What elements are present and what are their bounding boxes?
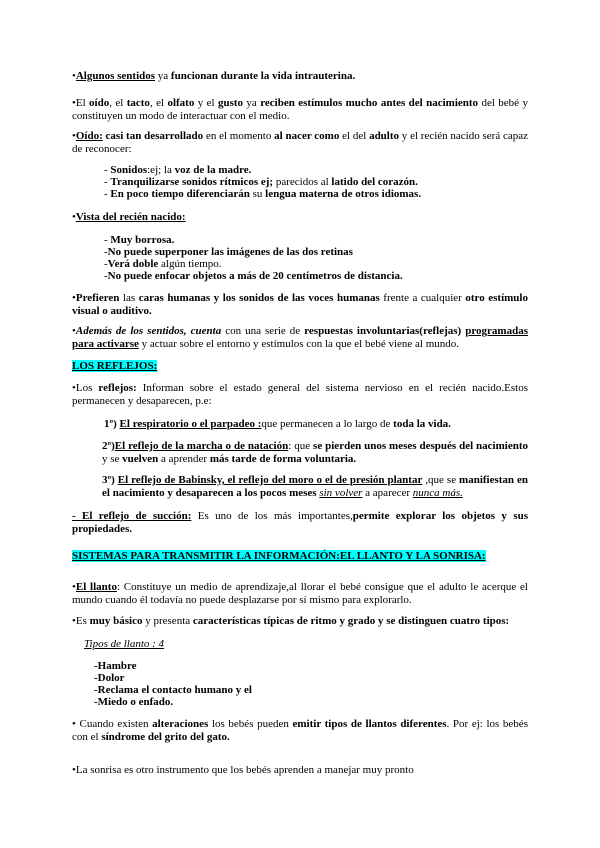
reflex-item-walking: 2º)El reflejo de la marcha o de natación: que se pierden unos meses después del nacimiento y se vuelven a aprender más tarde de forma voluntaria. bbox=[102, 440, 528, 465]
paragraph-crying-alterations: • Cuando existen alteraciones los bebés pueden emitir tipos de llantos diferentes. Por ej: los bebés con el síndrome del grito del gato. bbox=[72, 718, 528, 743]
paragraph-crying: •El llanto: Constituye un medio de aprendizaje,al llorar el bebé consigue que el adulto le acerque el mundo cuando él todavía no puede desplazarse por sí mismo para explorarlo. bbox=[72, 581, 528, 606]
paragraph-smile: •La sonrisa es otro instrumento que los bebés aprenden a manejar muy pronto bbox=[72, 764, 414, 776]
list-item-mother-tongue: - En poco tiempo diferenciarán su lengua materna de otros idiomas. bbox=[104, 188, 422, 200]
paragraph-senses-stimuli: •El oído, el tacto, el olfato y el gusto ya reciben estímulos mucho antes del nacimiento del bebé y constituyen un modo de interactuar con el medio. bbox=[72, 97, 528, 122]
paragraph-reflexes-intro: •Los reflejos: Informan sobre el estado general del sistema nervioso en el recién nacido.Estos permanecen y desaparecen, p.e: bbox=[72, 382, 528, 407]
section-heading-reflexes: LOS REFLEJOS: bbox=[72, 360, 158, 372]
list-item-focus-distance: -No puede enfocar objetos a más de 20 centímetros de distancia. bbox=[104, 270, 403, 282]
paragraph-involuntary-responses: •Además de los sentidos, cuenta con una serie de respuestas involuntarias(reflejas) programadas para activarse y actuar sobre el entorno y estímulos con la que el bebé viene al mundo. bbox=[72, 325, 528, 350]
paragraph-hearing: •Oído: casi tan desarrollado en el momento al nacer como el del adulto y el recién nacido será capaz de reconocer: bbox=[72, 130, 529, 155]
list-item-pain: -Dolor bbox=[94, 672, 125, 684]
list-item-retinas: -No puede superponer las imágenes de las dos retinas bbox=[104, 246, 353, 258]
list-item-blurry: - Muy borrosa. bbox=[104, 234, 175, 246]
list-item-fear-anger: -Miedo o enfado. bbox=[94, 696, 174, 708]
paragraph-sucking-reflex: - El reflejo de succión: Es uno de los más importantes,permite explorar los objetos y sus propiedades. bbox=[72, 510, 528, 535]
list-item-hunger: -Hambre bbox=[94, 660, 137, 672]
paragraph-faces-voices: •Prefieren las caras humanas y los sonidos de las voces humanas frente a cualquier otro estímulo visual o auditivo. bbox=[72, 292, 528, 317]
reflex-item-babinsky: 3º) El reflejo de Babinsky, el reflejo del moro o el de presión plantar ,que se manifiestan en el nacimiento y desaparecen a los pocos meses sin volver a aparecer nunca más. bbox=[102, 474, 529, 499]
paragraph-crying-types: •Es muy básico y presenta características típicas de ritmo y grado y se distinguen cuatro tipos: bbox=[72, 615, 510, 627]
list-item-double-vision: -Verá doble algún tiempo. bbox=[104, 258, 222, 270]
reflex-item-breathing: 1º) El respiratorio o el parpadeo :que permanecen a lo largo de toda la vida. bbox=[104, 418, 451, 430]
list-item-human-contact: -Reclama el contacto humano y el bbox=[94, 684, 252, 696]
paragraph-vision-heading: •Vista del recién nacido: bbox=[72, 211, 186, 223]
crying-types-label: Tipos de llanto : 4 bbox=[84, 638, 165, 650]
paragraph-senses-intrauterine: •Algunos sentidos ya funcionan durante la vida intrauterina. bbox=[72, 70, 356, 82]
list-item-rhythmic-sounds: - Tranquilizarse sonidos rítmicos ej; parecidos al latido del corazón. bbox=[104, 176, 418, 188]
section-heading-crying-smiling: SISTEMAS PARA TRANSMITIR LA INFORMACIÓN:EL LLANTO Y LA SONRISA: bbox=[72, 550, 486, 562]
list-item-sounds: - Sonidos:ej; la voz de la madre. bbox=[104, 164, 252, 176]
